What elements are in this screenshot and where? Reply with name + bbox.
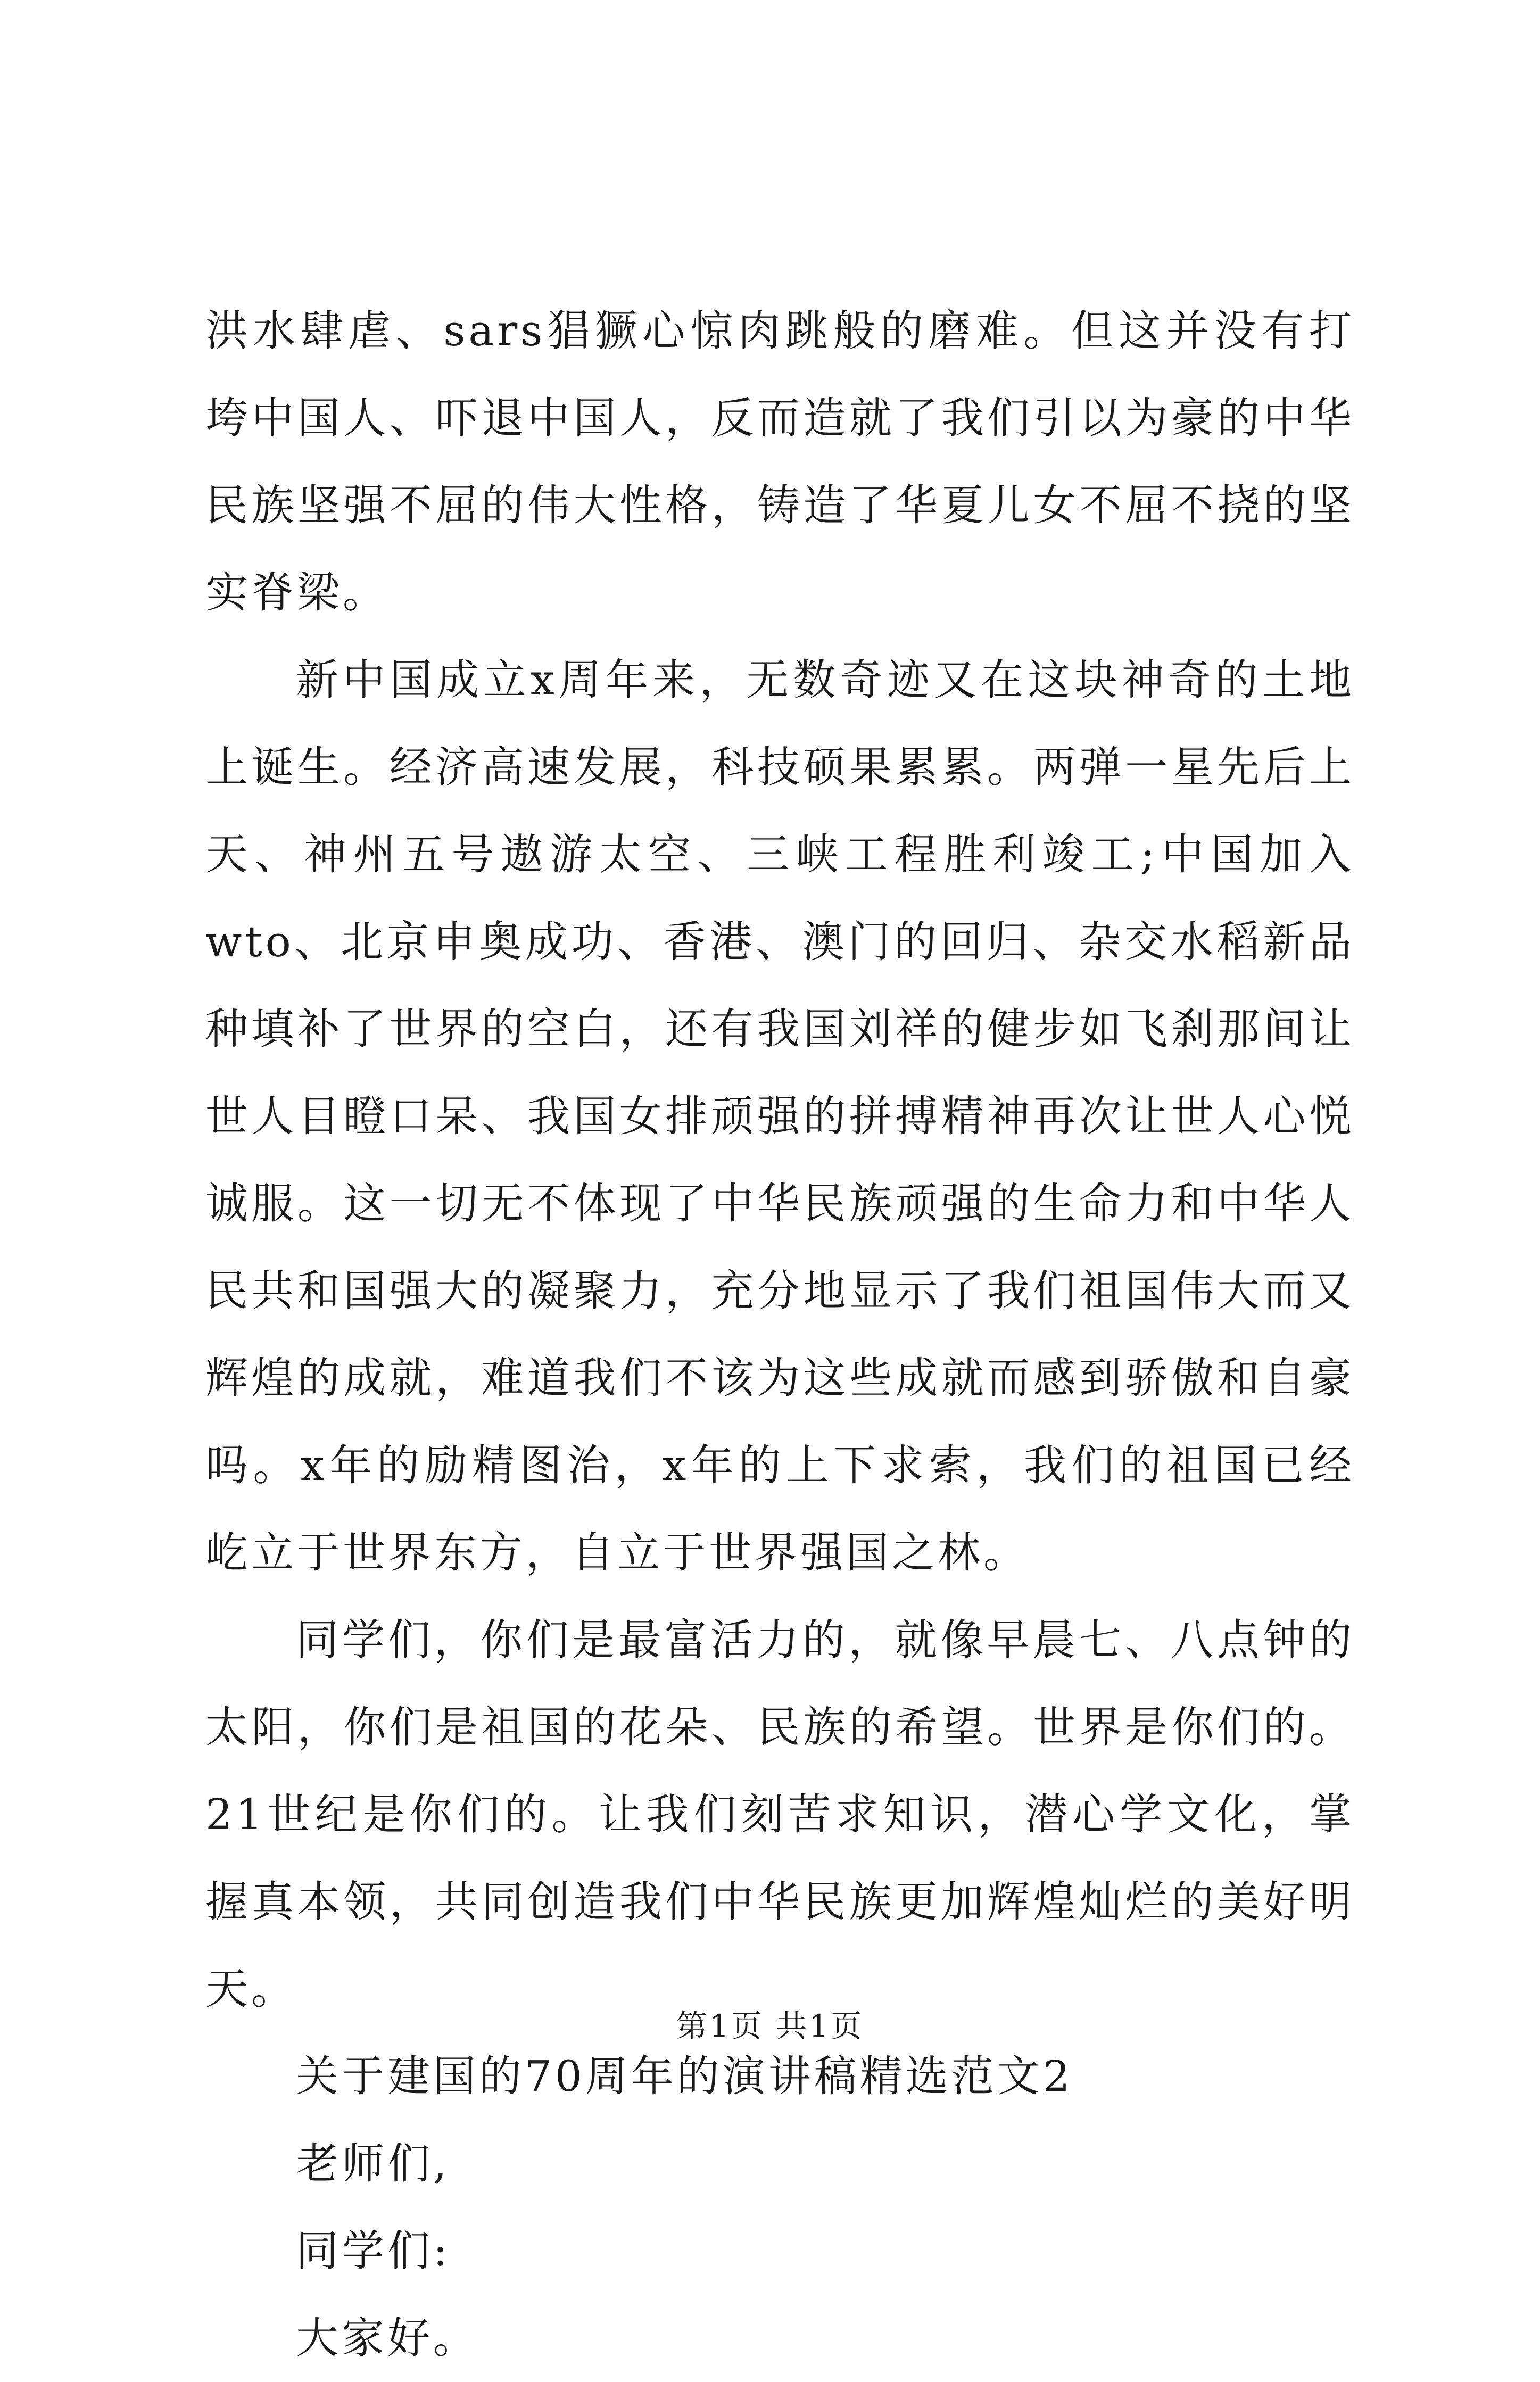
speech-heading: 关于建国的70周年的演讲稿精选范文2 <box>296 2052 1073 2101</box>
paragraph-students: 同学们，你们是最富活力的，就像早晨七、八点钟的太阳，你们是祖国的花朵、民族的希望。世界是你们的。21世纪是你们的。让我们刻苦求知识，潜心学文化，掌握真本领，共同创造我们中华民族更加辉煌灿烂的美好明天。 <box>205 1615 1355 2014</box>
paragraph-continuation: 洪水肆虐、sars猖獗心惊肉跳般的磨难。但这并没有打垮中国人、吓退中国人，反而造就了我们引以为豪的中华民族坚强不屈的伟大性格，铸造了华夏儿女不屈不挠的坚实脊梁。 <box>205 306 1355 617</box>
greeting-students: 同学们: <box>296 2226 451 2276</box>
paragraph-achievements: 新中国成立x周年来，无数奇迹又在这块神奇的土地上诞生。经济高速发展，科技硕果累累。两弹一星先后上天、神州五号遨游太空、三峡工程胜利竣工;中国加入wto、北京申奥成功、香港、澳门的回归、杂交水稻新品种填补了世界的空白，还有我国刘祥的健步如飞刹那间让世人目瞪口呆、我国女排顽强的拼搏精神再次让世人心悦诚服。这一切无不体现了中华民族顽强的生命力和中华人民共和国强大的凝聚力，充分地显示了我们祖国伟大而又辉煌的成就，难道我们不该为这些成就而感到骄傲和自豪吗。x年的励精图治，x年的上下求索，我们的祖国已经屹立于世界东方，自立于世界强国之林。 <box>205 655 1355 1577</box>
greeting-all: 大家好。 <box>296 2313 479 2363</box>
document-body <box>205 287 1355 2382</box>
page-number-footer: 第1页 共1页 <box>676 2008 864 2044</box>
greeting-teachers: 老师们, <box>296 2139 450 2188</box>
